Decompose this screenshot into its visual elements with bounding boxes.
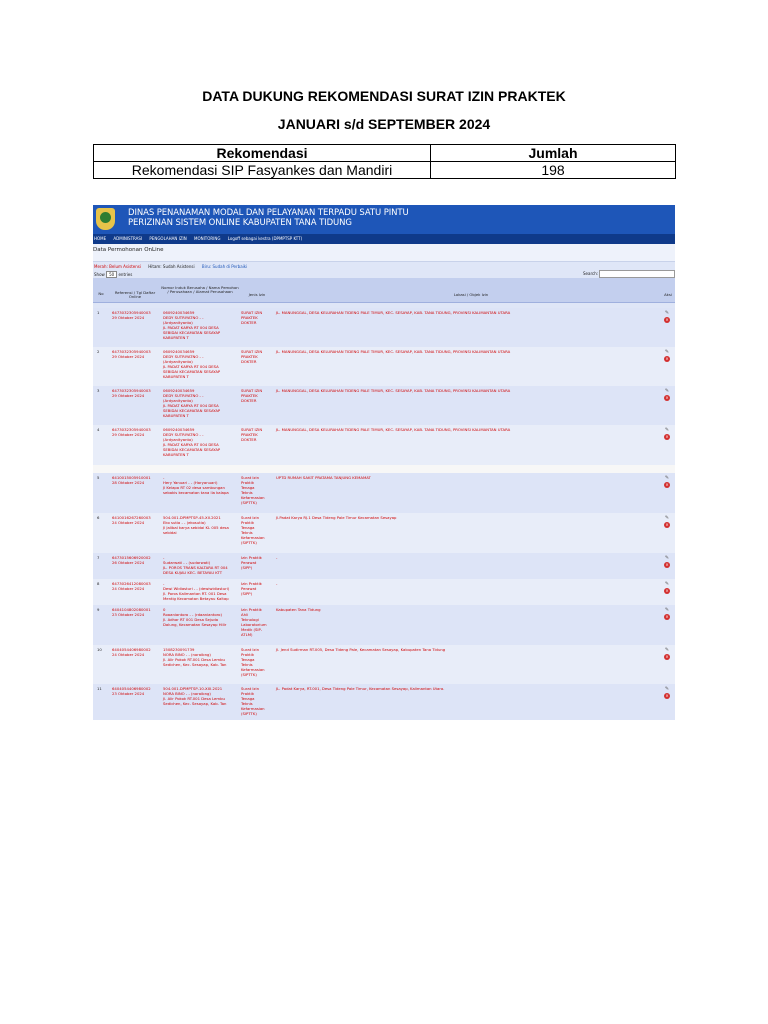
legend-red: Merah: Belum Asistensi: [94, 264, 141, 269]
table-row: [93, 645, 675, 685]
cell-jenis-line: Izin Praktik: [241, 607, 262, 612]
summary-row: [94, 162, 676, 179]
cell-name-line: Dewi Widiasturi - - (dewiwidiasturi): [163, 586, 230, 591]
cell-jenis-line: DOKTER: [241, 359, 257, 364]
cell-name-line: Eko sutia - - (ekosutia): [163, 520, 206, 525]
cell-jenis-line: Praktik: [241, 520, 255, 525]
cell-name-line: NORA BINO - - (noraibng): [163, 691, 211, 696]
cell-jenis-line: PRAKTEK: [241, 354, 258, 359]
cell-jenis-line: SURAT IZIN: [241, 310, 263, 315]
entries-control: [94, 271, 132, 278]
cell-name: [163, 647, 239, 667]
cell-ref: [112, 647, 162, 657]
pencil-icon[interactable]: ✎: [664, 427, 670, 433]
cell-jenis-line: Tenaga: [241, 657, 255, 662]
cell-jenis: [241, 647, 275, 677]
menu-pengolahan-izin[interactable]: PENGOLAHAN IZIN: [149, 235, 187, 241]
cell-jenis-line: Tenaga: [241, 696, 255, 701]
pencil-icon[interactable]: ✎: [664, 310, 670, 316]
cell-jenis: [241, 515, 275, 545]
pencil-icon[interactable]: ✎: [664, 607, 670, 613]
cell-jenis: [241, 607, 275, 637]
cell-name-line: 0609240034659: [163, 349, 195, 354]
cell-jenis-line: (SIPTTK): [241, 500, 257, 505]
cell-jenis-line: (SIPP): [241, 591, 253, 596]
cell-jenis-line: Kefarmasian: [241, 535, 265, 540]
cell-name-line: sebidai: [163, 530, 177, 535]
cell-name-line: JL. POROS TRANS KALTARA RT 004: [163, 565, 228, 570]
summary-cell-rekomendasi: Rekomendasi SIP Fasyankes dan Mandiri: [94, 162, 431, 179]
cell-name-line: JL PADAT KARYA RT 004 DESA: [163, 325, 219, 330]
cell-name-line: DEDY SUTRIYATNO - -: [163, 432, 204, 437]
cell-jenis: [241, 555, 275, 570]
cell-no: 8: [97, 581, 100, 586]
delete-icon[interactable]: ×: [665, 395, 669, 400]
cell-jenis-line: SURAT IZIN: [241, 388, 263, 393]
cell-name-line: 504.001.DPMPTSP-45.XII.2021: [163, 515, 221, 520]
cell-ref-line: 6410015005910001: [112, 475, 151, 480]
cell-jenis-line: Tenaga: [241, 525, 255, 530]
cell-jenis: [241, 686, 275, 716]
delete-icon[interactable]: ×: [665, 356, 669, 361]
cell-name-line: NORA BINO - - (noraibng): [163, 652, 211, 657]
cell-name-line: JL PADAT KARYA RT 004 DESA: [163, 442, 219, 447]
cell-ref-line: 29 Oktober 2024: [112, 432, 145, 437]
page-title: Data Permohonan OnLine: [93, 247, 164, 253]
header-referensi[interactable]: Referensi / Tgl Daftar Online: [114, 290, 156, 300]
summary-cell-jumlah: 198: [431, 162, 676, 179]
header-lokasi[interactable]: Lokasi / Objek Izin: [453, 292, 489, 297]
table-row: [93, 473, 675, 514]
pencil-icon[interactable]: ✎: [664, 647, 670, 653]
cell-jenis-line: Surat Izin: [241, 686, 259, 691]
cell-no: 5: [97, 475, 100, 480]
cell-ref-line: 6473032305940003: [112, 349, 151, 354]
section-gap: [93, 465, 675, 473]
cell-name: [163, 310, 239, 340]
entries-label: entries: [118, 272, 133, 277]
search-label: Search:: [583, 271, 599, 276]
cell-name-line: SEBIDAI KECAMATAN SESAYAP: [163, 447, 221, 452]
cell-jenis-line: SURAT IZIN: [241, 349, 263, 354]
cell-ref: [112, 581, 162, 591]
cell-name-line: Jl. Adhar RT 001 Desa Sejuda: [163, 617, 219, 622]
cell-ref-line: 6473026412080003: [112, 581, 151, 586]
cell-ref-line: 26 Oktober 2024: [112, 560, 145, 565]
cell-name-line: KABUPATEN T: [163, 413, 189, 418]
menu-administrasi[interactable]: ADMINISTRASI: [113, 235, 143, 241]
pencil-icon[interactable]: ✎: [664, 686, 670, 692]
cell-name-line: (Ardyanityanto): [163, 359, 193, 364]
header-jenis-izin[interactable]: Jenis Izin: [248, 292, 266, 297]
cell-no: 9: [97, 607, 100, 612]
cell-name-line: -: [163, 555, 165, 560]
document-title: DATA DUKUNG REKOMENDASI SURAT IZIN PRAKTEK: [202, 88, 566, 104]
cell-ref: [112, 607, 162, 617]
cell-jenis-line: Tenaga: [241, 485, 255, 490]
cell-lokasi: -: [276, 581, 278, 586]
table-row: [93, 386, 675, 426]
cell-name-line: DESA KUJAU KEC. BETAYAU KTT: [163, 570, 223, 575]
delete-icon[interactable]: ×: [665, 482, 669, 487]
cell-lokasi: JL. MANUNGGAL, DESA KELURAHAN TIDENG PALE TIMUR, KEC. SESAYAP, KAB. TANA TIDUNG, PROVINSI KALIMANTAN UTARA: [276, 427, 511, 432]
cell-lokasi: JL. MANUNGGAL, DESA KELURAHAN TIDENG PALE TIMUR, KEC. SESAYAP, KAB. TANA TIDUNG, PROVINSI KALIMANTAN UTARA: [276, 349, 511, 354]
legend-black: Hitam: Sudah Asistensi: [148, 264, 195, 269]
cell-jenis-line: Surat Izin: [241, 515, 259, 520]
cell-name-line: Dalung, Kecamatan Sesayap Hilir: [163, 622, 227, 627]
table-header: [93, 278, 675, 303]
summary-header-rekomendasi: Rekomendasi: [94, 145, 431, 162]
table-row: [93, 579, 675, 606]
cell-ref-line: 29 Oktober 2024: [112, 354, 145, 359]
document-subtitle: JANUARI s/d SEPTEMBER 2024: [277, 116, 491, 132]
delete-icon[interactable]: ×: [665, 654, 669, 659]
cell-name-line: DEDY SUTRIYATNO - -: [163, 393, 204, 398]
cell-ref-line: 6410016267260003: [112, 515, 151, 520]
cell-jenis-line: Teknologi: [241, 617, 259, 622]
cell-jenis-line: Izin Praktik: [241, 581, 262, 586]
delete-icon[interactable]: ×: [665, 614, 669, 619]
header-aksi: Aksi: [664, 292, 672, 297]
cell-lokasi: JL. MANUNGGAL, DESA KELURAHAN TIDENG PALE TIMUR, KEC. SESAYAP, KAB. TANA TIDUNG, PROVINSI KALIMANTAN UTARA: [276, 310, 511, 315]
cell-lokasi: Jl.Padat Karya RJ.1 Desa Tideng Pale Timur Kecamatan Sesayap: [276, 515, 397, 520]
cell-ref: [112, 427, 162, 437]
cell-ref-line: 6473032305940003: [112, 310, 151, 315]
cell-jenis-line: Laboratorium: [241, 622, 267, 627]
cell-no: 11: [97, 686, 102, 691]
cell-name-line: 0609240034659: [163, 427, 195, 432]
cell-ref-line: 28 Oktober 2024: [112, 480, 145, 485]
cell-name-line: Hery Yanuari - - (Haryanuari): [163, 480, 218, 485]
cell-jenis-line: Kefarmasian: [241, 667, 265, 672]
cell-ref-line: 29 Oktober 2024: [112, 315, 145, 320]
cell-ref: [112, 310, 162, 320]
cell-name-line: 504.001.DPMPTSP-10.XXI.2021: [163, 686, 223, 691]
cell-name: [163, 581, 239, 601]
cell-jenis-line: Surat Izin: [241, 647, 259, 652]
banner-line-1: DINAS PENANAMAN MODAL DAN PELAYANAN TERPADU SATU PINTU: [128, 208, 409, 218]
summary-header-jumlah: Jumlah: [431, 145, 676, 162]
table-row: [93, 684, 675, 720]
cell-lokasi: -: [276, 555, 278, 560]
cell-ref-line: 6473032305940003: [112, 427, 151, 432]
table-row: [93, 308, 675, 348]
cell-no: 1: [97, 310, 100, 315]
cell-ref-line: 24 Oktober 2024: [112, 520, 145, 525]
color-legend: [94, 264, 247, 269]
cell-ref: [112, 515, 162, 525]
legend-blue: Biru: Sudah di Perbaiki: [201, 264, 248, 269]
cell-name-line: sebakis kecamatan tana lia kalapa: [163, 490, 229, 495]
cell-no: 3: [97, 388, 100, 393]
cell-ref-line: 6473015606920002: [112, 555, 151, 560]
delete-icon[interactable]: ×: [665, 588, 669, 593]
cell-jenis-line: ATLM): [241, 632, 253, 637]
cell-name-line: 0609240034659: [163, 388, 195, 393]
summary-header-row: [94, 145, 676, 162]
cell-name: [163, 607, 239, 627]
cell-lokasi: Kabupaten Tana Tidung: [276, 607, 321, 612]
cell-name: [163, 349, 239, 379]
pencil-icon[interactable]: ✎: [664, 555, 670, 561]
cell-name-line: 0: [163, 607, 166, 612]
cell-name-line: KABUPATEN T: [163, 335, 189, 340]
cell-no: 2: [97, 349, 100, 354]
cell-jenis-line: Teknis: [241, 701, 253, 706]
cell-name-line: DEDY SUTRIYATNO - -: [163, 354, 204, 359]
cell-ref-line: 23 Oktober 2024: [112, 691, 145, 696]
table-row: [93, 553, 675, 580]
cell-no: 10: [97, 647, 102, 652]
cell-lokasi: JL. Padat Karya, RT.001, Desa Tideng Pale Timur, Kecamatan Sesayap, Kalimantan Utara.: [276, 686, 445, 691]
cell-jenis: [241, 475, 275, 505]
pencil-icon[interactable]: ✎: [664, 515, 670, 521]
cell-ref-line: 24 Oktober 2024: [112, 652, 145, 657]
cell-ref: [112, 475, 162, 485]
cell-jenis-line: Perawat: [241, 586, 257, 591]
cell-name-line: JL PADAT KARYA RT 004 DESA: [163, 403, 219, 408]
cell-jenis-line: (SIPTTK): [241, 711, 257, 716]
cell-name-line: 0609240034659: [163, 310, 195, 315]
cell-jenis-line: Perawat: [241, 560, 257, 565]
cell-jenis-line: Ahli: [241, 612, 249, 617]
cell-ref-line: 6473032305940003: [112, 388, 151, 393]
cell-no: 4: [97, 427, 100, 432]
cell-name-line: KABUPATEN T: [163, 452, 189, 457]
cell-ref-line: 23 Oktober 2024: [112, 612, 145, 617]
pencil-icon[interactable]: ✎: [664, 388, 670, 394]
cell-ref: [112, 349, 162, 359]
cell-jenis: [241, 388, 275, 403]
cell-jenis-line: Izin Praktik: [241, 555, 262, 560]
cell-ref-line: 6404054406980002: [112, 686, 151, 691]
cell-jenis-line: (SIPP): [241, 565, 253, 570]
cell-jenis-line: Surat Izin: [241, 475, 259, 480]
pencil-icon[interactable]: ✎: [664, 581, 670, 587]
cell-ref-line: 6404104802080001: [112, 607, 151, 612]
cell-ref: [112, 555, 162, 565]
government-logo-icon: [96, 208, 115, 230]
cell-lokasi: JL. MANUNGGAL, DESA KELURAHAN TIDENG PALE TIMUR, KEC. SESAYAP, KAB. TANA TIDUNG, PROVINSI KALIMANTAN UTARA: [276, 388, 511, 393]
delete-icon[interactable]: ×: [665, 317, 669, 322]
cell-name-line: Roaaniantoro - - (rdaaniantoro): [163, 612, 222, 617]
menu-logoff[interactable]: Logoff sebagai kestra (DPMPTSP KTT): [227, 235, 303, 241]
cell-name-line: -: [163, 475, 165, 480]
cell-jenis-line: Medik (SIP-: [241, 627, 263, 632]
cell-name-line: KABUPATEN T: [163, 374, 189, 379]
entries-select[interactable]: 50: [106, 271, 117, 278]
pencil-icon[interactable]: ✎: [664, 475, 670, 481]
cell-name-line: SEBIDAI KECAMATAN SESAYAP: [163, 369, 221, 374]
banner-line-2: PERIZINAN SISTEM ONLINE KABUPATEN TANA TIDUNG: [128, 218, 352, 228]
cell-jenis-line: Teknis: [241, 530, 253, 535]
delete-icon[interactable]: ×: [665, 434, 669, 439]
menu-bar: [93, 234, 675, 244]
table-row: [93, 513, 675, 554]
cell-jenis-line: (SIPTTK): [241, 540, 257, 545]
cell-jenis: [241, 427, 275, 442]
cell-jenis-line: DOKTER: [241, 398, 257, 403]
cell-name-line: DEDY SUTRIYATNO - -: [163, 315, 204, 320]
cell-name-line: JL PADAT KARYA RT 004 DESA: [163, 364, 219, 369]
cell-jenis-line: SURAT IZIN: [241, 427, 263, 432]
cell-no: 7: [97, 555, 100, 560]
cell-name: [163, 555, 239, 575]
cell-jenis-line: PRAKTEK: [241, 315, 258, 320]
cell-name-line: Jl. Alir Pokok RT.001 Desa Lembu: [163, 696, 225, 701]
cell-name-line: SEBIDAI KECAMATAN SESAYAP: [163, 408, 221, 413]
cell-name-line: Sudarwati - - (sudarwati): [163, 560, 211, 565]
cell-name-line: -: [163, 581, 165, 586]
table-row: [93, 347, 675, 387]
cell-name-line: Jl. Alir Pokok RT.001 Desa Lembu: [163, 657, 225, 662]
cell-jenis-line: Kefarmasian: [241, 706, 265, 711]
cell-name: [163, 427, 239, 457]
cell-no: 6: [97, 515, 100, 520]
header-nama[interactable]: Nomor Induk Berusaha / Nama Pemohon / Perusahaan / Alamat Perusahaan: [161, 285, 239, 295]
pencil-icon[interactable]: ✎: [664, 349, 670, 355]
delete-icon[interactable]: ×: [665, 522, 669, 527]
header-no[interactable]: No: [98, 291, 104, 296]
cell-name-line: 1508230091739: [163, 647, 195, 652]
cell-name-line: Jl Kelapa RT 02 desa sambungan: [163, 485, 225, 490]
cell-jenis-line: DOKTER: [241, 437, 257, 442]
cell-jenis-line: Kefarmasian: [241, 495, 265, 500]
cell-jenis-line: PRAKTEK: [241, 393, 258, 398]
cell-ref: [112, 388, 162, 398]
menu-monitoring[interactable]: MONITORING: [194, 235, 221, 241]
cell-lokasi: UPTD RUMAH SAKIT PRATAMA TANJUNG KEMAMAT: [276, 475, 371, 480]
cell-name-line: Mentig Kecamatan Betayau Kaltap: [163, 596, 229, 601]
cell-ref: [112, 686, 162, 696]
cell-name-line: (Ardyanityanto): [163, 398, 193, 403]
cell-name: [163, 388, 239, 418]
cell-name-line: (Ardyanityanto): [163, 437, 193, 442]
cell-jenis: [241, 349, 275, 364]
embedded-screenshot: [93, 205, 675, 720]
cell-name-line: SEBIDAI KECAMATAN SESAYAP: [163, 330, 221, 335]
cell-jenis-line: DOKTER: [241, 320, 257, 325]
cell-name-line: Sedichen, Kec. Sesayap, Kab. Tan: [163, 662, 227, 667]
menu-items: [94, 236, 308, 241]
cell-lokasi: Jl. Jend Sudirman RT.005, Desa Tideng Pale, Kecamatan Sesayap, Kabupaten Tana Tidung: [276, 647, 446, 652]
cell-jenis: [241, 581, 275, 596]
logo-emblem: [100, 212, 111, 223]
cell-jenis: [241, 310, 275, 325]
search-input[interactable]: [599, 270, 675, 278]
cell-jenis-line: Praktik: [241, 652, 255, 657]
cell-name: [163, 475, 239, 495]
delete-icon[interactable]: ×: [665, 693, 669, 698]
cell-ref-line: 29 Oktober 2024: [112, 393, 145, 398]
delete-icon[interactable]: ×: [665, 562, 669, 567]
cell-name-line: Sedichen, Kec. Sesayap, Kab. Tan: [163, 701, 227, 706]
cell-jenis-line: PRAKTEK: [241, 432, 258, 437]
cell-jenis-line: (SIPTTK): [241, 672, 257, 677]
cell-name: [163, 686, 239, 706]
show-label: Show: [94, 272, 105, 277]
table-row: [93, 605, 675, 646]
table-row: [93, 425, 675, 466]
page-header: [93, 244, 675, 262]
cell-ref-line: 24 Oktober 2024: [112, 586, 145, 591]
cell-ref-line: 6404054406980002: [112, 647, 151, 652]
cell-jenis-line: Praktik: [241, 480, 255, 485]
cell-jenis-line: Praktik: [241, 691, 255, 696]
summary-table: [93, 144, 676, 179]
cell-jenis-line: Teknis: [241, 662, 253, 667]
cell-name-line: Jl. Poros Kalimantan RT. 001 Desa: [163, 591, 227, 596]
app-banner: [93, 205, 675, 234]
cell-name-line: (Ardyanityanto): [163, 320, 193, 325]
cell-name: [163, 515, 239, 535]
cell-name-line: Jl Jalibal karya sebidai KL 005 desa: [163, 525, 229, 530]
menu-home[interactable]: HOME: [94, 235, 107, 241]
cell-jenis-line: Teknis: [241, 490, 253, 495]
